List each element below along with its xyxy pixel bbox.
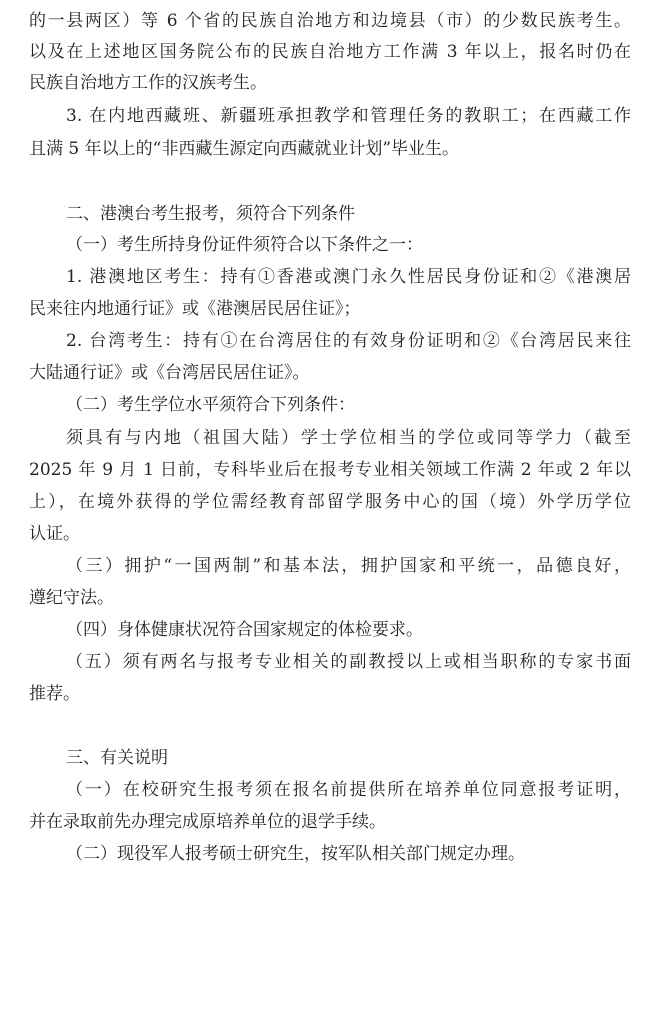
list-item-line: 2. 台湾考生：持有①在台湾居住的有效身份证明和②《台湾居民来往	[66, 331, 631, 351]
paragraph-line: 遵纪守法。	[29, 588, 114, 608]
section-heading: 二、港澳台考生报考，须符合下列条件	[66, 204, 355, 224]
paragraph-line: （五）须有两名与报考专业相关的副教授以上或相当职称的专家书面	[66, 652, 631, 672]
item-3-line: 且满 5 年以上的“非西藏生源定向西藏就业计划”毕业生。	[29, 139, 460, 159]
paragraph-line: （二）现役军人报考硕士研究生，按军队相关部门规定办理。	[66, 844, 525, 864]
paragraph-line: （三）拥护“一国两制”和基本法，拥护国家和平统一，品德良好，	[66, 556, 631, 576]
paragraph-line: 须具有与内地（祖国大陆）学士学位相当的学位或同等学力（截至	[66, 428, 631, 448]
item-3-line: 3. 在内地西藏班、新疆班承担教学和管理任务的教职工；在西藏工作	[66, 106, 631, 126]
paragraph-line: （四）身体健康状况符合国家规定的体检要求。	[66, 620, 423, 640]
paragraph-line: 民族自治地方工作的汉族考生。	[29, 73, 267, 93]
paragraph-line: 以及在上述地区国务院公布的民族自治地方工作满 3 年以上，报名时仍在	[29, 42, 631, 62]
paragraph-line: （一）在校研究生报考须在报名前提供所在培养单位同意报考证明，	[66, 780, 631, 800]
list-item-line: 大陆通行证》或《台湾居民居住证》。	[29, 363, 310, 383]
paragraph-line: 上），在境外获得的学位需经教育部留学服务中心的国（境）外学历学位	[29, 492, 631, 512]
subsection-heading: （二）考生学位水平须符合下列条件：	[66, 395, 355, 415]
list-item-line: 民来往内地通行证》或《港澳居民居住证》；	[29, 299, 361, 319]
paragraph-line: 推荐。	[29, 684, 80, 704]
paragraph-line: 的一县两区）等 6 个省的民族自治地方和边境县（市）的少数民族考生。	[29, 11, 631, 31]
section-heading: 三、有关说明	[66, 748, 168, 768]
paragraph-line: 并在录取前先办理完成原培养单位的退学手续。	[29, 812, 386, 832]
list-item-line: 1. 港澳地区考生：持有①香港或澳门永久性居民身份证和②《港澳居	[66, 267, 631, 287]
paragraph-line: 2025 年 9 月 1 日前，专科毕业后在报考专业相关领域工作满 2 年或 2 年以	[29, 460, 631, 480]
paragraph-line: 认证。	[29, 524, 80, 544]
subsection-heading: （一）考生所持身份证件须符合以下条件之一：	[66, 235, 423, 255]
